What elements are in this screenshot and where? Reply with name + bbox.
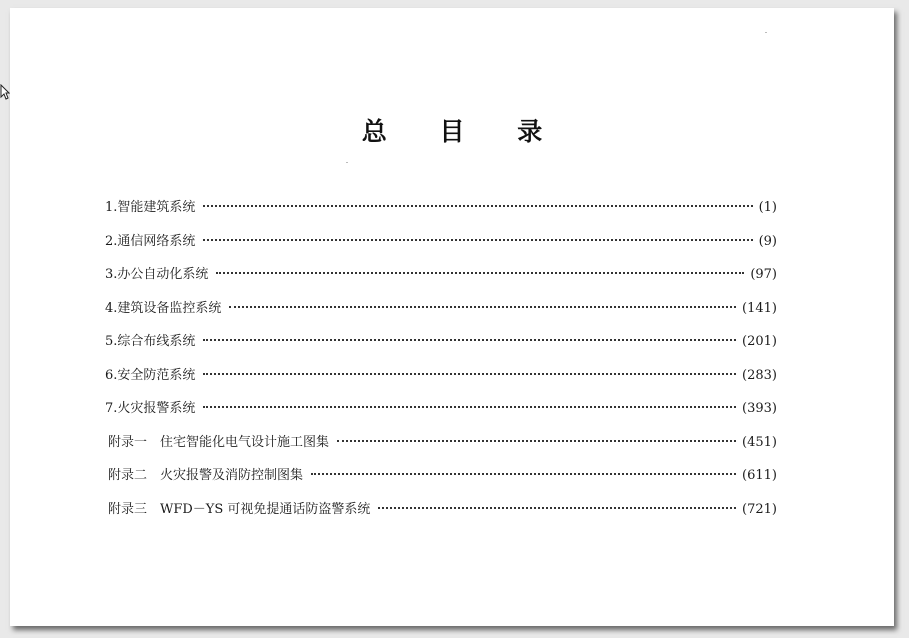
page-title: 总 目 录: [361, 117, 565, 146]
toc-entry-label: 2.通信网络系统: [105, 233, 196, 249]
toc-entry-label: 附录一 住宅智能化电气设计施工图集: [108, 434, 330, 450]
table-of-contents: [105, 196, 777, 531]
toc-entry: [105, 464, 777, 498]
toc-entry-page: (611): [742, 468, 777, 483]
toc-leader-dots: [337, 440, 736, 442]
toc-entry-label: 5.综合布线系统: [105, 334, 196, 349]
scan-speck: [346, 162, 348, 163]
toc-entry-page: (283): [742, 367, 777, 383]
toc-entry: [105, 196, 777, 230]
scan-speck: [765, 32, 767, 33]
toc-entry: [105, 297, 777, 331]
toc-entry: [105, 263, 777, 297]
toc-leader-dots: [216, 272, 744, 274]
toc-entry: [105, 498, 777, 532]
document-page: [10, 8, 894, 626]
toc-entry-label: 附录三 WFD－YS 可视免提通话防盗警系统: [108, 501, 371, 517]
toc-entry-page: (201): [742, 334, 777, 349]
toc-leader-dots: [203, 373, 736, 375]
toc-entry: [105, 397, 777, 431]
toc-entry-page: (393): [742, 401, 777, 416]
toc-entry-label: 附录二 火灾报警及消防控制图集: [108, 468, 304, 483]
toc-entry: [105, 431, 777, 465]
toc-entry-label: 7.火灾报警系统: [105, 401, 196, 416]
toc-leader-dots: [378, 507, 736, 509]
toc-entry-page: (721): [742, 501, 777, 517]
toc-entry: [105, 330, 777, 364]
toc-entry-label: 3.办公自动化系统: [105, 267, 209, 282]
toc-entry-label: 6.安全防范系统: [105, 367, 196, 383]
toc-leader-dots: [203, 239, 752, 241]
toc-leader-dots: [203, 205, 752, 207]
toc-leader-dots: [229, 306, 736, 308]
toc-leader-dots: [311, 473, 736, 475]
toc-entry: [105, 364, 777, 398]
toc-leader-dots: [203, 406, 736, 408]
toc-entry: [105, 230, 777, 264]
toc-entry-page: (1): [758, 200, 777, 215]
mouse-pointer-icon: [0, 84, 10, 100]
toc-entry-page: (141): [742, 300, 777, 316]
toc-leader-dots: [203, 339, 736, 341]
toc-entry-page: (97): [750, 267, 777, 282]
toc-entry-label: 1.智能建筑系统: [105, 200, 196, 215]
toc-entry-page: (451): [742, 434, 777, 450]
toc-entry-page: (9): [758, 233, 777, 249]
toc-entry-label: 4.建筑设备监控系统: [105, 300, 222, 316]
